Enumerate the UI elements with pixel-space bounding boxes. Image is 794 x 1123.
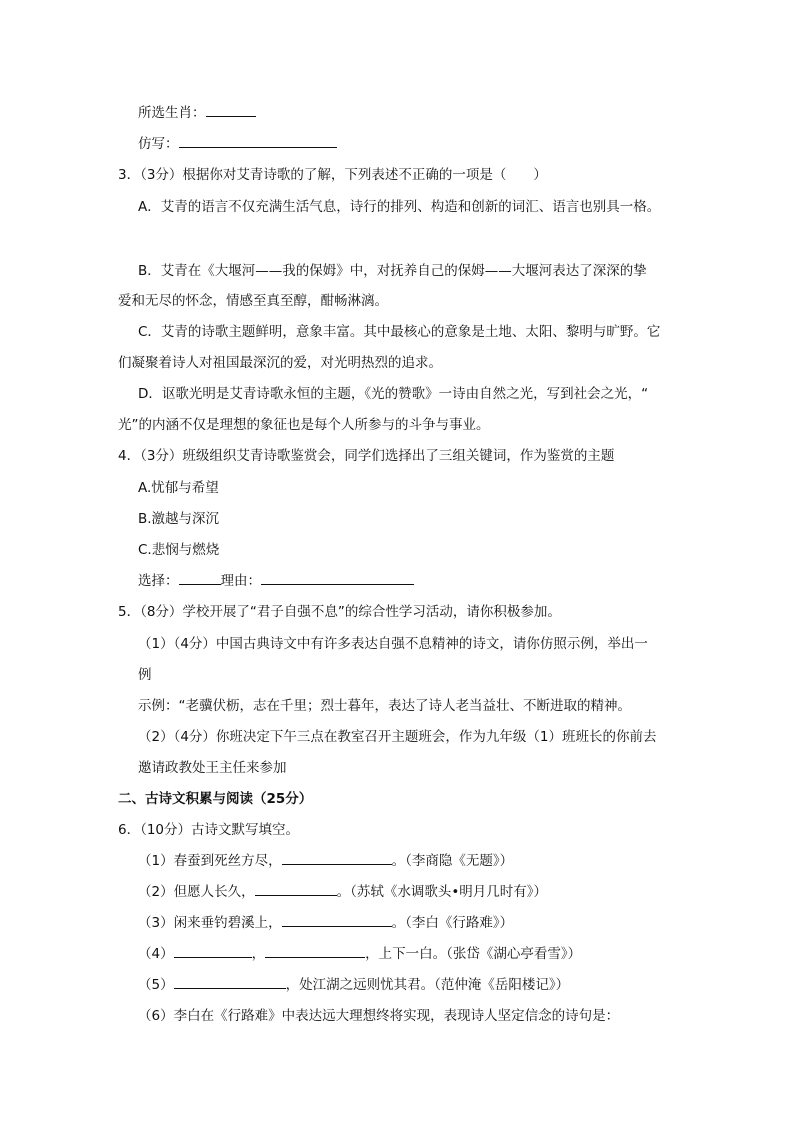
q6-item4-blank2[interactable] <box>265 945 365 958</box>
q6-item6: （6）李白在《行路难》中表达远大理想终将实现，表现诗人坚定信念的诗句是： <box>138 1008 620 1024</box>
q4-choice-blank[interactable] <box>179 572 221 585</box>
q6-item2-blank[interactable] <box>255 883 337 896</box>
q6-item5-blank[interactable] <box>174 976 286 989</box>
q6-item2 <box>138 883 547 901</box>
q4-reason-label: 理由： <box>220 573 261 589</box>
q6-item3-blank[interactable] <box>282 914 392 927</box>
q3-option-a: A．艾青的语言不仅充满生活气息，诗行的排列、构造和创新的词汇、语言也别具一格。 <box>138 199 661 215</box>
q4-stem: 4．（3分）班级组织艾青诗歌鉴赏会，同学们选择出了三组关键词，作为鉴赏的主题 <box>118 448 615 464</box>
q6-item1-post: 。（李商隐《无题》） <box>391 853 514 869</box>
imitation-line <box>138 135 337 153</box>
q5-stem: 5．（8分）学校开展了“君子自强不息”的综合性学习活动，请你积极参加。 <box>118 604 561 620</box>
q6-item5 <box>138 976 569 994</box>
zodiac-blank[interactable] <box>206 104 256 117</box>
zodiac-label: 所选生肖： <box>138 105 206 121</box>
q6-item4-blank1[interactable] <box>174 945 252 958</box>
q4-option-c: C.悲悯与燃烧 <box>138 542 220 558</box>
q6-item3 <box>138 914 513 932</box>
q3-option-b-line1: B．艾青在《大堰河——我的保姆》中，对抚养自己的保姆——大堰河表达了深深的挚 <box>138 263 647 279</box>
q6-item3-post: 。（李白《行路难》） <box>391 915 514 931</box>
q6-item5-pre: （5） <box>138 977 174 993</box>
q6-item5-post: ，处江湖之远则忧其君。（范仲淹《岳阳楼记》） <box>285 977 570 993</box>
q3-option-d-line1: D．讴歌光明是艾青诗歌永恒的主题，《光的赞歌》一诗由自然之光，写到社会之光，“ <box>138 386 649 402</box>
q3-option-d-line2: 光”的内涵不仅是理想的象征也是每个人所参与的斗争与事业。 <box>118 417 490 433</box>
imitation-label: 仿写： <box>138 136 179 152</box>
q5-part1-line1: （1）（4分）中国古典诗文中有许多表达自强不息精神的诗文，请你仿照示例，举出一 <box>138 636 648 652</box>
q3-stem: 3．（3分）根据你对艾青诗歌的了解，下列表述不正确的一项是（ ） <box>118 167 547 183</box>
q6-item2-pre: （2）但愿人长久， <box>138 884 255 900</box>
q4-option-b: B.激越与深沉 <box>138 511 220 527</box>
q4-option-a: A.忧郁与希望 <box>138 480 219 496</box>
section-2-heading: 二、古诗文积累与阅读（25分） <box>118 791 313 807</box>
q5-part2-line1: （2）（4分）你班决定下午三点在教室召开主题班会，作为九年级（1）班班长的你前去 <box>138 729 657 745</box>
q3-option-b-line2: 爱和无尽的怀念，情感至真至醇，酣畅淋漓。 <box>118 293 388 309</box>
q4-reason-blank[interactable] <box>261 572 414 585</box>
q5-example: 示例：“老骥伏枥，志在千里；烈士暮年，表达了诗人老当益壮、不断进取的精神。 <box>138 698 631 714</box>
q6-item1 <box>138 852 513 870</box>
q6-item1-blank[interactable] <box>282 852 392 865</box>
q6-item4-pre: （4） <box>138 946 174 962</box>
q5-part1-line2: 例 <box>138 667 152 683</box>
q4-choice-label: 选择： <box>138 573 179 589</box>
zodiac-line <box>138 104 256 122</box>
q6-item4 <box>138 945 581 963</box>
q3-option-c-line1: C．艾青的诗歌主题鲜明，意象丰富。其中最核心的意象是土地、太阳、黎明与旷野。它 <box>138 324 661 340</box>
q5-part2-line2: 邀请政教处王主任来参加 <box>138 760 287 776</box>
q4-answer-line <box>138 572 414 590</box>
q6-item4-mid: ， <box>251 946 266 962</box>
q6-item3-pre: （3）闲来垂钓碧溪上， <box>138 915 282 931</box>
q6-item1-pre: （1）春蚕到死丝方尽， <box>138 853 282 869</box>
q6-item4-post: ，上下一白。（张岱《湖心亭看雪》） <box>365 946 582 962</box>
q6-item2-post: 。（苏轼《水调歌头•明月几时有》） <box>336 884 548 900</box>
q3-option-c-line2: 们凝聚着诗人对祖国最深沉的爱，对光明热烈的追求。 <box>118 355 442 371</box>
imitation-blank[interactable] <box>179 135 337 148</box>
q6-stem: 6．（10分）古诗文默写填空。 <box>118 822 300 838</box>
